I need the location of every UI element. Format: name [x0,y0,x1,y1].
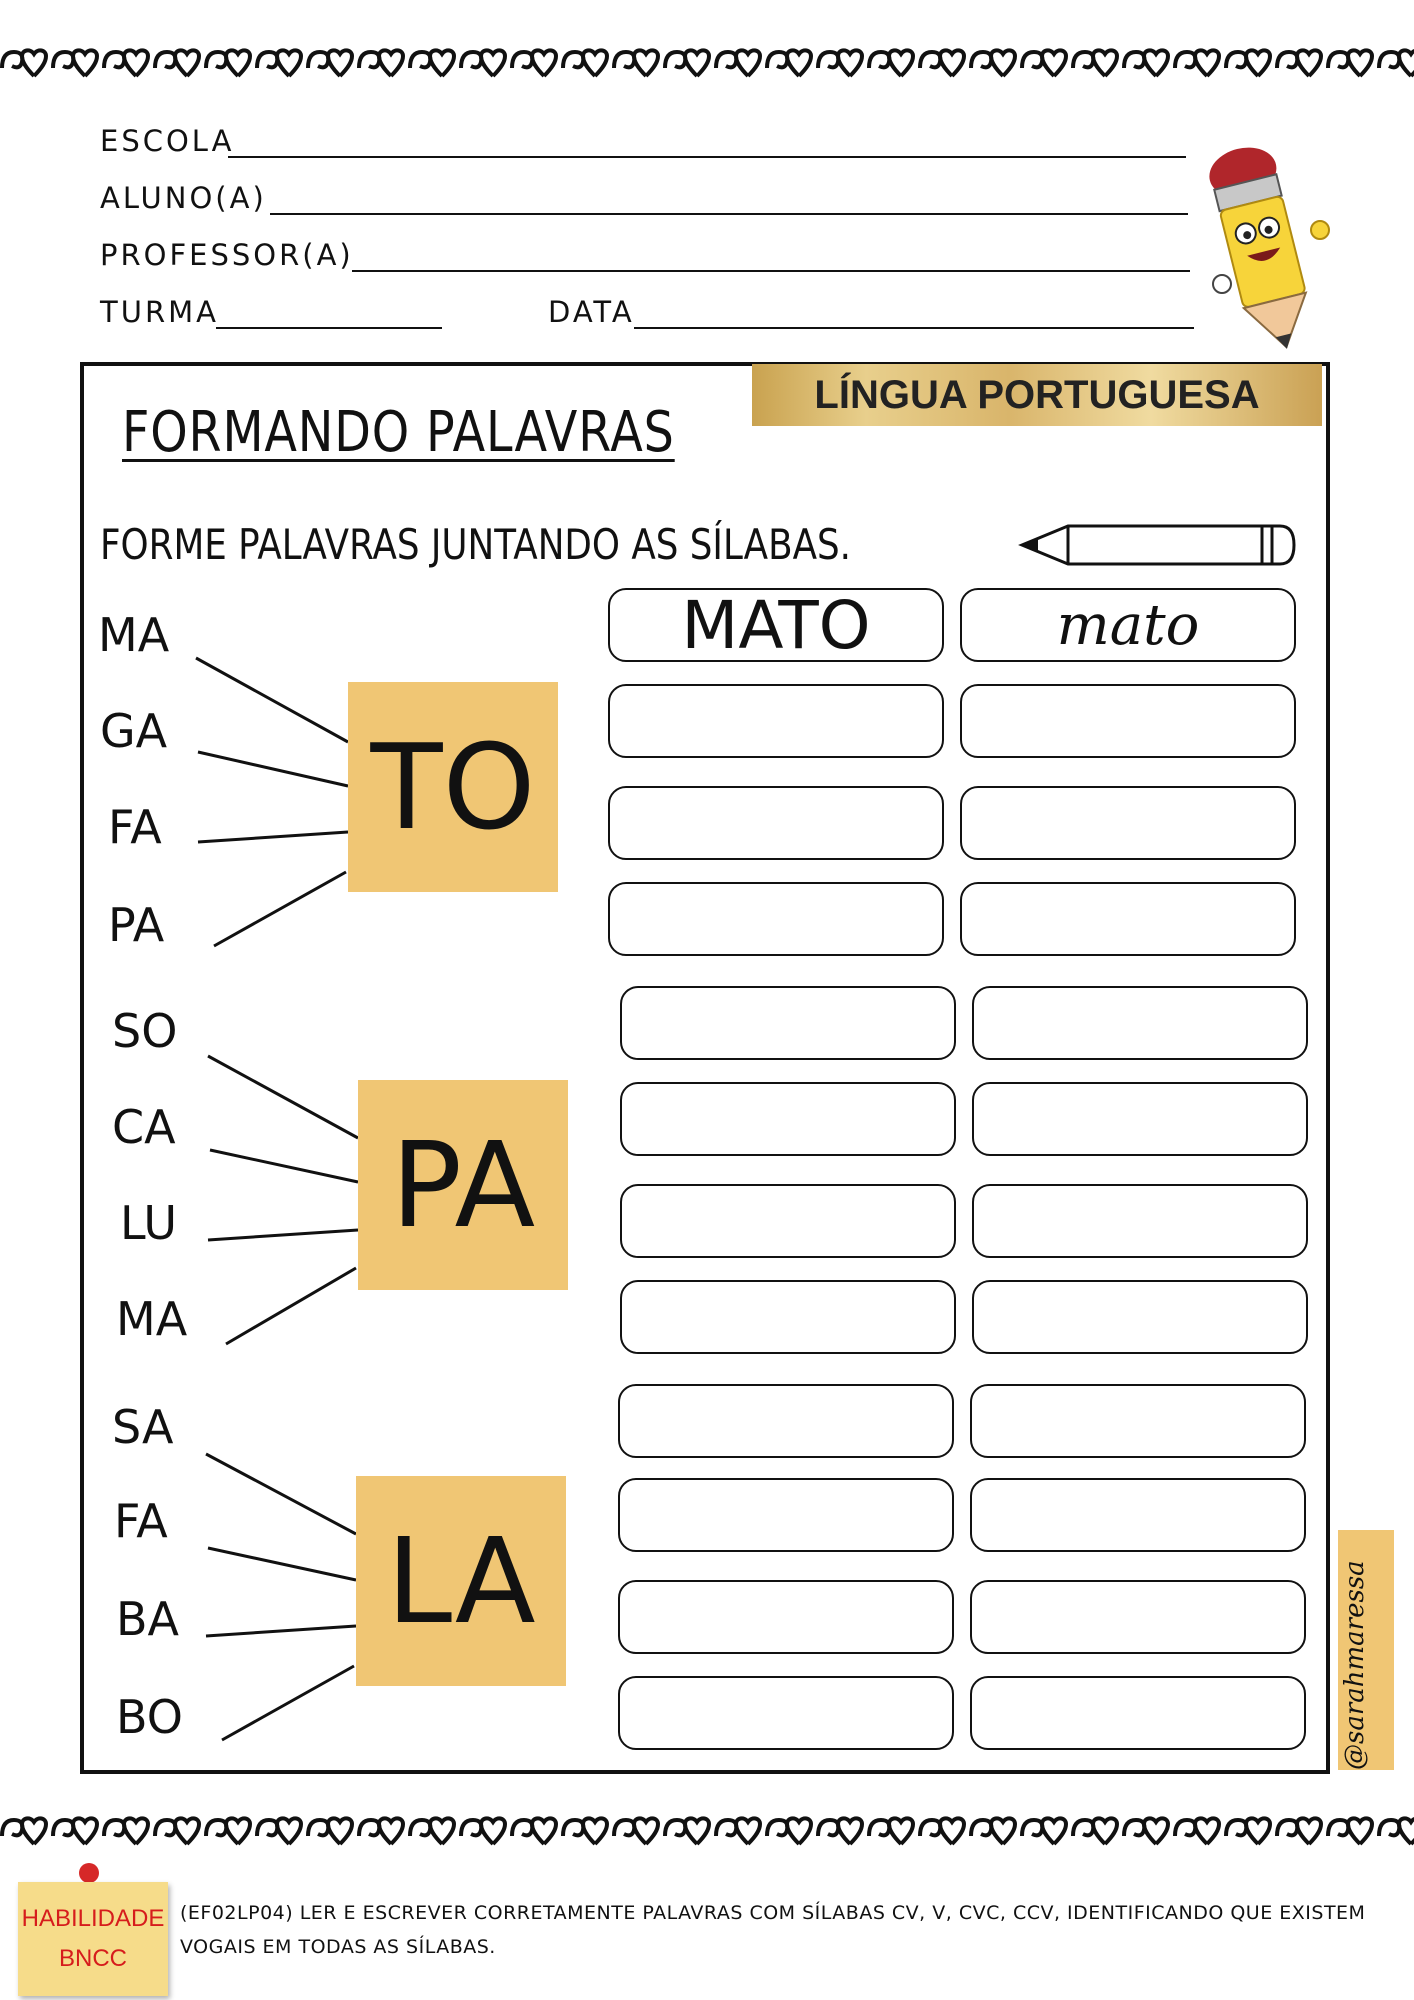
author-tag: @sarahmaressa [1340,1560,1370,1770]
answer-box-cursive[interactable] [972,986,1308,1060]
syllable: PA [108,898,165,952]
professor-label: PROFESSOR(A) [100,238,354,272]
answer-box-cursive[interactable] [960,786,1296,860]
answer-box-print[interactable] [620,1184,956,1258]
answer-box-print[interactable] [608,786,944,860]
syllable: MA [116,1292,188,1346]
answer-box-print[interactable] [618,1478,954,1552]
connector-line [206,1626,356,1636]
connector-line [208,1056,358,1138]
page-title: FORMANDO PALAVRAS [122,400,675,465]
instruction-text: FORME PALAVRAS JUNTANDO AS SÍLABAS. [100,520,852,569]
answer-box-cursive[interactable] [970,1384,1306,1458]
answer-box-print[interactable] [618,1676,954,1750]
example-cursive-box: mato [960,588,1296,662]
bncc-note-line1: HABILIDADE [21,1905,165,1932]
bncc-note-line2: BNCC [58,1945,127,1972]
center-syllable-box: LA [356,1476,566,1686]
answer-box-cursive[interactable] [972,1280,1308,1354]
syllable: MA [98,608,170,662]
bncc-skill-text: (EF02LP04) LER E ESCREVER CORRETAMENTE PALAVRAS COM SÍLABAS CV, V, CVC, CCV, IDENTIFICANDO QUE EXISTEM VOGAIS EM TODAS AS SÍLABAS. [180,1902,1366,1958]
syllable: GA [100,704,168,758]
connector-line [226,1268,356,1344]
syllable: BA [116,1592,180,1646]
answer-box-cursive[interactable] [970,1580,1306,1654]
answer-box-print[interactable] [618,1580,954,1654]
answer-box-cursive[interactable] [960,684,1296,758]
answer-box-cursive[interactable] [970,1478,1306,1552]
answer-box-cursive[interactable] [972,1082,1308,1156]
syllable: SA [112,1400,174,1454]
syllable: LU [120,1196,178,1250]
connector-line [206,1454,356,1534]
syllable: FA [108,800,162,854]
bncc-sticky-note [18,1882,168,1996]
connector-line [214,872,346,946]
connector-line [196,658,348,742]
answer-box-print[interactable] [618,1384,954,1458]
example-print-box: MATO [608,588,944,662]
connector-line [198,752,348,786]
answer-box-cursive[interactable] [970,1676,1306,1750]
syllable: BO [116,1690,183,1744]
aluno-label: ALUNO(A) [100,181,267,215]
answer-box-print[interactable] [608,882,944,956]
escola-label: ESCOLA [100,124,235,158]
syllable: FA [114,1494,168,1548]
answer-box-print[interactable] [620,1280,956,1354]
center-syllable-box: PA [358,1080,568,1290]
syllable: CA [112,1100,176,1154]
connector-line [210,1150,358,1182]
connector-line [222,1666,354,1740]
connector-line [208,1230,358,1240]
answer-box-cursive[interactable] [960,882,1296,956]
subject-banner: LÍNGUA PORTUGUESA [752,364,1322,426]
center-syllable-box: TO [348,682,558,892]
answer-box-cursive[interactable] [972,1184,1308,1258]
answer-box-print[interactable] [620,986,956,1060]
data-label: DATA [548,295,635,329]
turma-label: TURMA [100,295,219,329]
connector-line [208,1548,356,1580]
answer-box-print[interactable] [620,1082,956,1156]
answer-box-print[interactable] [608,684,944,758]
syllable: SO [112,1004,178,1058]
connector-line [198,832,348,842]
